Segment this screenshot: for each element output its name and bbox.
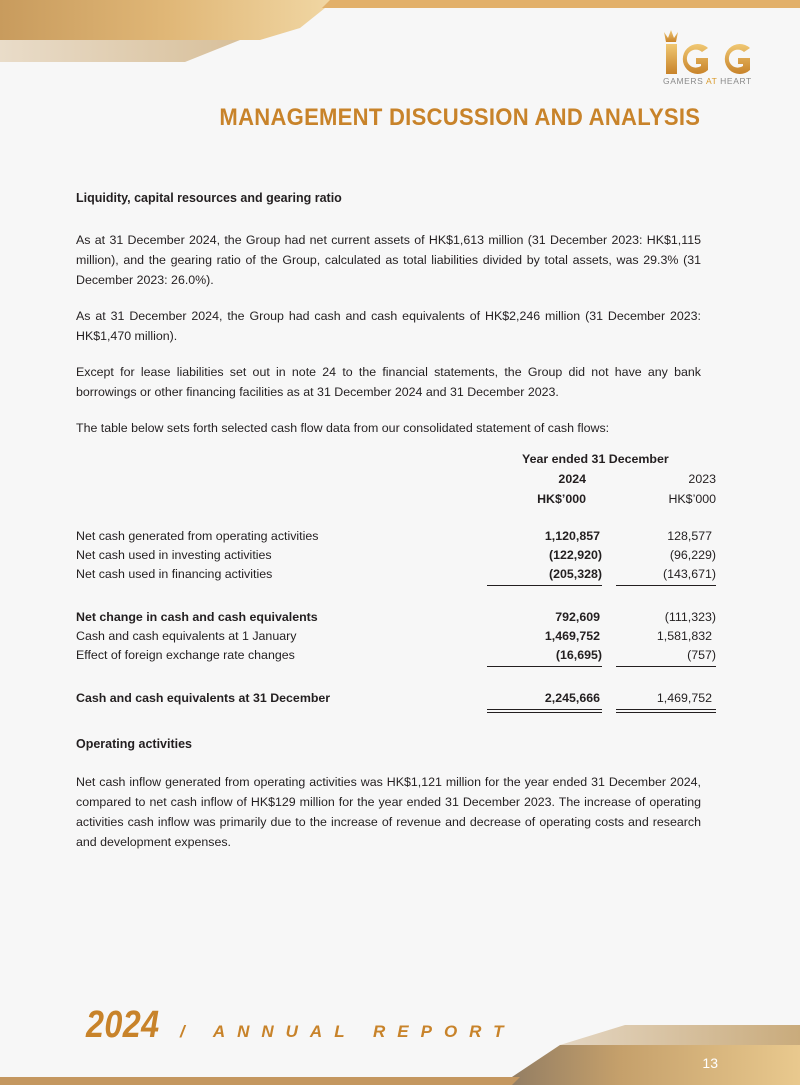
row-label: Cash and cash equivalents at 1 January [76, 629, 297, 643]
subtotal-rule-2024 [487, 666, 602, 667]
row-label: Net cash used in financing activities [76, 567, 273, 581]
total-rule-2023 [616, 709, 716, 710]
row-value-2023: 1,469,752 [656, 691, 712, 705]
row-value-2024: (122,920) [548, 548, 602, 562]
subtotal-rule-2023 [616, 585, 716, 586]
row-label: Net change in cash and cash equivalents [76, 610, 318, 624]
row-value-2023: (757) [687, 648, 716, 662]
operating-heading: Operating activities [76, 737, 193, 751]
total-rule-2023-double [616, 712, 716, 713]
page-number: 13 [702, 1055, 718, 1071]
table-row [76, 529, 716, 547]
row-value-2024: 792,609 [555, 610, 600, 624]
operating-section [76, 734, 701, 852]
period-header: Year ended 31 December [522, 452, 669, 466]
liquidity-paragraph-3: Except for lease liabilities set out in note 24 to the financial statements, the Group did not have any bank borrowings or other financing facilities as at 31 December 2024 and 31 December 2023. [76, 365, 701, 399]
body-content [76, 188, 701, 438]
row-label: Net cash used in investing activities [76, 548, 272, 562]
logo-tagline: GAMERS AT HEART [663, 76, 752, 86]
col-2023-year: 2023 [688, 472, 716, 486]
table-row [76, 691, 716, 709]
operating-paragraph: Net cash inflow generated from operating activities was HK$1,121 million for the year ended 31 December 2024, compared to net cash inflow of HK$129 million for the year ended 31 December 2023. The increase of operating activities cash inflow was primarily due to the increase of revenue and decrease of operating costs and research and development expenses. [76, 775, 701, 849]
table-row [76, 648, 716, 666]
row-value-2024: (205,328) [548, 567, 602, 581]
row-value-2023: (143,671) [662, 567, 716, 581]
section-title: MANAGEMENT DISCUSSION AND ANALYSIS [219, 104, 700, 131]
row-value-2024: 2,245,666 [544, 691, 600, 705]
row-value-2023: (96,229) [669, 548, 716, 562]
row-value-2024: 1,469,752 [544, 629, 600, 643]
row-value-2024: (16,695) [555, 648, 602, 662]
subtotal-rule-2024 [487, 585, 602, 586]
row-value-2023: 128,577 [667, 529, 712, 543]
table-row [76, 548, 716, 566]
table-row [76, 610, 716, 628]
col-2024-unit: HK$’000 [537, 492, 586, 506]
footer-year: 2024 [86, 1004, 160, 1046]
subtotal-rule-2023 [616, 666, 716, 667]
row-label: Effect of foreign exchange rate changes [76, 648, 295, 662]
col-2023-unit: HK$’000 [668, 492, 716, 506]
footer-report-label: / ANNUAL REPORT [180, 1022, 516, 1041]
liquidity-paragraph-2: As at 31 December 2024, the Group had cash and cash equivalents of HK$2,246 million (31 December 2023: HK$1,470 million). [76, 309, 701, 343]
row-value-2023: (111,323) [664, 610, 716, 624]
total-rule-2024 [487, 709, 602, 710]
table-row [76, 629, 716, 647]
row-label: Net cash generated from operating activities [76, 529, 319, 543]
col-2024-year: 2024 [558, 472, 586, 486]
liquidity-paragraph-4: The table below sets forth selected cash flow data from our consolidated statement of cash flows: [76, 421, 610, 435]
row-value-2024: 1,120,857 [544, 529, 600, 543]
row-label: Cash and cash equivalents at 31 December [76, 691, 331, 705]
liquidity-paragraph-1: As at 31 December 2024, the Group had net current assets of HK$1,613 million (31 December 2023: HK$1,115 million), and the gearing ratio of the Group, calculated as total liabilities divided by total assets, was 29.3% (31 December 2023: 26.0%). [76, 233, 701, 287]
liquidity-heading: Liquidity, capital resources and gearing ratio [76, 191, 342, 205]
total-rule-2024-double [487, 712, 602, 713]
table-row [76, 567, 716, 585]
row-value-2023: 1,581,832 [656, 629, 712, 643]
